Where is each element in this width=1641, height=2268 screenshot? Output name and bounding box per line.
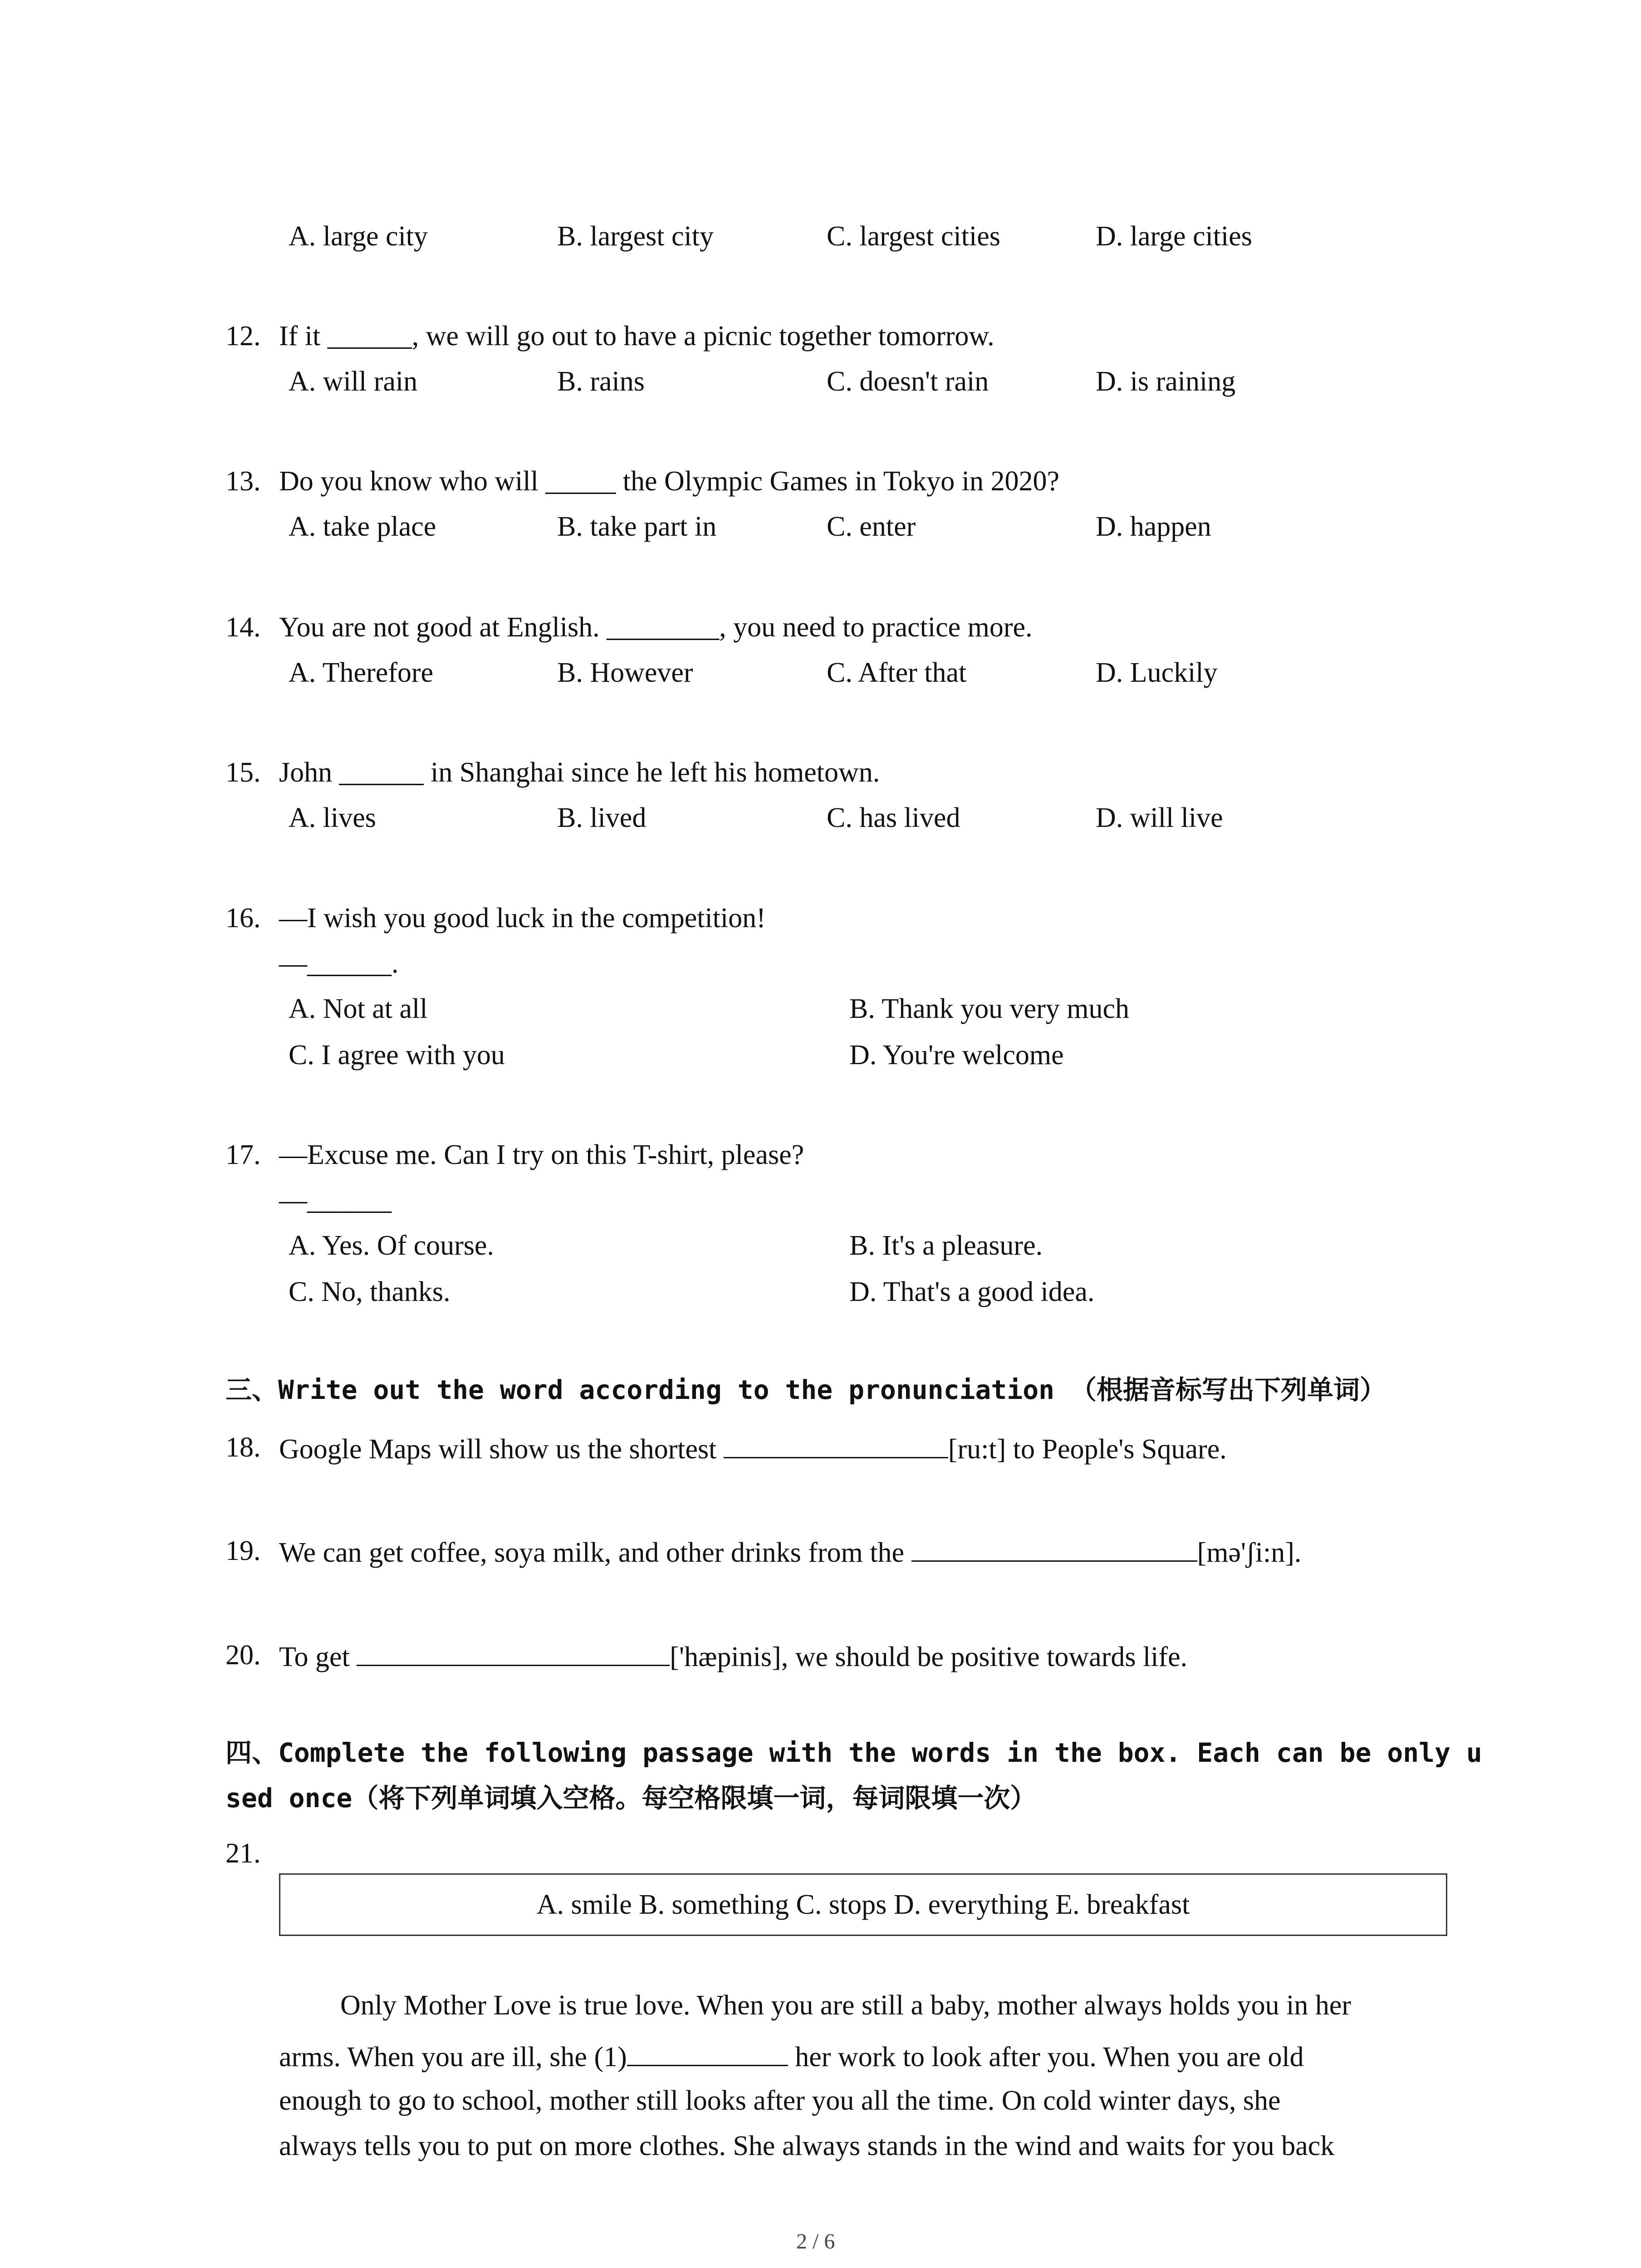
q19-answer-blank[interactable]	[911, 1537, 1197, 1562]
q11-option-a: A. large city	[289, 221, 428, 252]
q17-number: 17.	[225, 1139, 261, 1170]
q16-option-a: A. Not at all	[289, 993, 428, 1024]
q20-sentence	[279, 1641, 1187, 1671]
q16-number: 16.	[225, 903, 261, 934]
q14-option-d: D. Luckily	[1096, 657, 1218, 688]
q12-option-b: B. rains	[557, 366, 645, 397]
q16-line1: —I wish you good luck in the competition!	[279, 903, 766, 934]
q21-number: 21.	[225, 1838, 261, 1869]
passage-line-2-before: arms. When you are ill, she (1)	[279, 2042, 627, 2072]
q17-option-a: A. Yes. Of course.	[289, 1230, 494, 1261]
q15-number: 15.	[225, 757, 261, 788]
q13-number: 13.	[225, 466, 261, 497]
q13-option-a: A. take place	[289, 511, 436, 542]
q18-number: 18.	[225, 1432, 261, 1463]
q12-option-a: A. will rain	[289, 366, 418, 397]
page-number: 2 / 6	[796, 2229, 835, 2253]
q13-option-b: B. take part in	[557, 511, 717, 542]
q13-option-d: D. happen	[1096, 511, 1211, 542]
q15-option-b: B. lived	[557, 802, 647, 833]
passage-line-2	[279, 2041, 1304, 2071]
q18-sentence	[279, 1433, 1227, 1463]
q12-number: 12.	[225, 321, 261, 352]
q18-answer-blank[interactable]	[724, 1433, 948, 1458]
passage-line-4: always tells you to put on more clothes. She always stands in the wind and waits for you back	[279, 2131, 1335, 2161]
word-box-text: A. smile B. something C. stops D. everything E. breakfast	[536, 1889, 1190, 1920]
section-4-heading-line2: sed once（将下列单词填入空格。每空格限填一词，每词限填一次）	[225, 1783, 1037, 1813]
q12-option-d: D. is raining	[1096, 366, 1236, 397]
q19-sentence	[279, 1537, 1301, 1567]
q11-option-d: D. large cities	[1096, 221, 1252, 252]
q17-option-b: B. It's a pleasure.	[849, 1230, 1043, 1261]
q12-option-c: C. doesn't rain	[827, 366, 989, 397]
q14-option-b: B. However	[557, 657, 693, 688]
q13-stem: Do you know who will _____ the Olympic Games in Tokyo in 2020?	[279, 466, 1060, 497]
q15-option-d: D. will live	[1096, 802, 1223, 833]
passage-line-2-after: her work to look after you. When you are old	[788, 2042, 1304, 2072]
q17-line1: —Excuse me. Can I try on this T-shirt, please?	[279, 1139, 804, 1170]
q17-line2: —______	[279, 1185, 392, 1216]
q11-option-b: B. largest city	[557, 221, 714, 252]
q19-text-before: We can get coffee, soya milk, and other drinks from the	[279, 1537, 911, 1568]
q20-text-after: ['hæpinis], we should be positive towards life.	[670, 1642, 1188, 1672]
q15-option-a: A. lives	[289, 802, 376, 833]
q17-option-d: D. That's a good idea.	[849, 1276, 1095, 1307]
passage-line-3: enough to go to school, mother still looks after you all the time. On cold winter days, she	[279, 2085, 1281, 2116]
q15-stem: John ______ in Shanghai since he left his hometown.	[279, 757, 880, 788]
q14-option-a: A. Therefore	[289, 657, 434, 688]
q20-number: 20.	[225, 1640, 261, 1671]
q20-text-before: To get	[279, 1642, 357, 1672]
q18-text-after: [ru:t] to People's Square.	[948, 1434, 1227, 1465]
q18-text-before: Google Maps will show us the shortest	[279, 1434, 724, 1465]
q16-option-b: B. Thank you very much	[849, 993, 1130, 1024]
q16-option-c: C. I agree with you	[289, 1040, 505, 1070]
q19-number: 19.	[225, 1535, 261, 1566]
q13-option-c: C. enter	[827, 511, 916, 542]
q14-option-c: C. After that	[827, 657, 967, 688]
q15-option-c: C. has lived	[827, 802, 960, 833]
q16-line2: —______.	[279, 948, 399, 979]
q20-answer-blank[interactable]	[357, 1641, 670, 1666]
word-box	[279, 1873, 1447, 1936]
q16-option-d: D. You're welcome	[849, 1040, 1064, 1070]
section-3-heading: 三、Write out the word according to the pronunciation （根据音标写出下列单词）	[225, 1374, 1386, 1405]
section-4-heading-line1: 四、Complete the following passage with the words in the box. Each can be only u	[225, 1737, 1482, 1768]
q19-text-after: [mə'ʃi:n].	[1197, 1537, 1302, 1568]
passage-blank-1[interactable]	[627, 2041, 788, 2066]
q14-number: 14.	[225, 612, 261, 643]
q17-option-c: C. No, thanks.	[289, 1276, 451, 1307]
q12-stem: If it ______, we will go out to have a picnic together tomorrow.	[279, 321, 994, 352]
q14-stem: You are not good at English. ________, you need to practice more.	[279, 612, 1033, 643]
passage-line-1: Only Mother Love is true love. When you are still a baby, mother always holds you in her	[340, 1990, 1352, 2021]
q11-option-c: C. largest cities	[827, 221, 1000, 252]
